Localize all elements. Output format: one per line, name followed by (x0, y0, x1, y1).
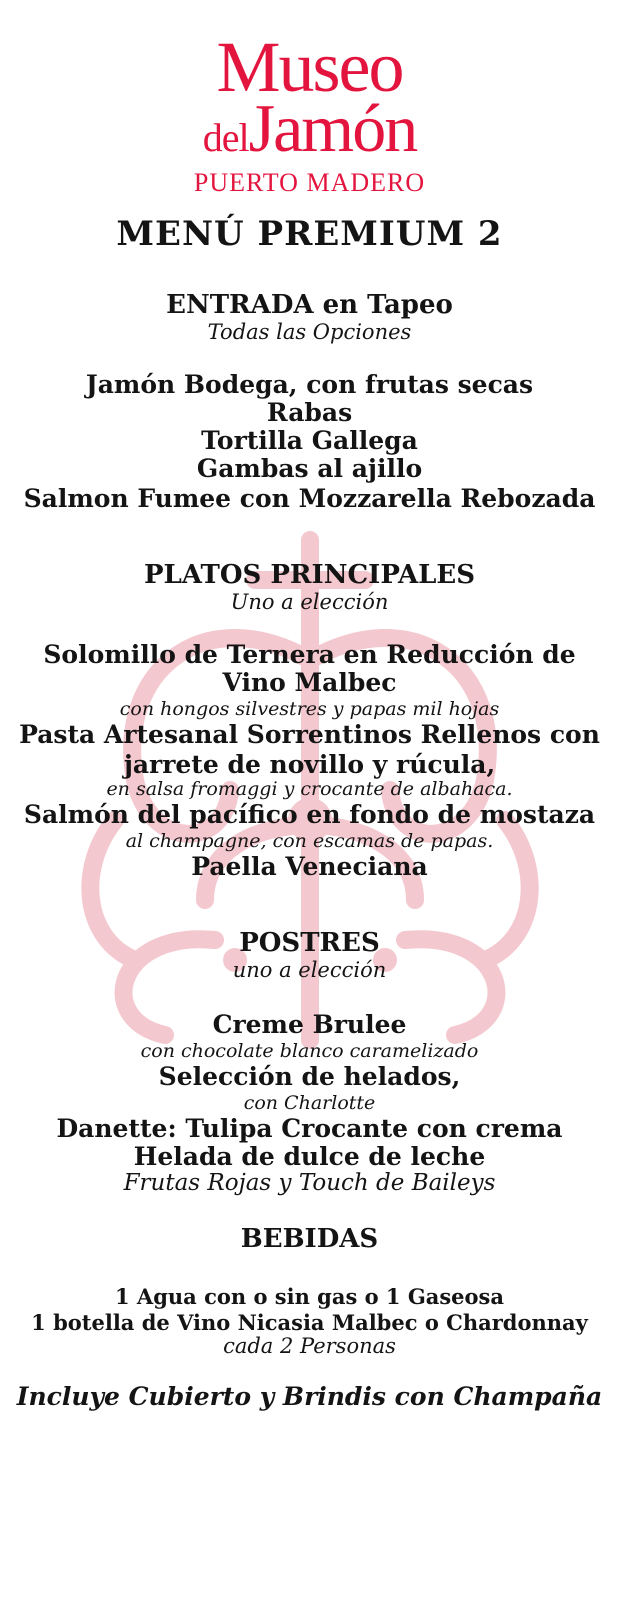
entrada-item: Rabas (266, 398, 353, 427)
platos-heading: PLATOS PRINCIPALES (143, 560, 476, 590)
logo-line-del-jamon (0, 90, 619, 168)
entrada-item: Salmon Fumee con Mozzarella Rebozada (23, 484, 596, 513)
included-note: Incluye Cubierto y Brindis con Champaña (16, 1382, 603, 1411)
postres-subtitle: uno a elección (232, 958, 387, 982)
logo-jamon: Jamón (248, 90, 417, 166)
entrada-item: Jamón Bodega, con frutas secas (85, 370, 534, 399)
entrada-subtitle: Todas las Opciones (207, 320, 412, 344)
postres-item: Danette: Tulipa Crocante con crema (56, 1114, 563, 1143)
postres-item: Helada de dulce de leche (133, 1142, 486, 1171)
platos-subtitle: Uno a elección (230, 590, 389, 614)
bebidas-line: 1 Agua con o sin gas o 1 Gaseosa (115, 1284, 504, 1309)
bebidas-heading: BEBIDAS (240, 1224, 379, 1254)
platos-item-description: con hongos silvestres y papas mil hojas (119, 698, 500, 720)
entrada-item: Gambas al ajillo (196, 454, 423, 483)
platos-item: jarrete de novillo y rúcula, (123, 750, 496, 779)
platos-item: Paella Veneciana (191, 852, 428, 881)
logo-del: del (202, 115, 249, 160)
platos-item-description: en salsa fromaggi y crocante de albahaca. (106, 778, 513, 800)
brand-logo (0, 27, 619, 198)
platos-item-description: al champagne, con escamas de papas. (125, 830, 494, 852)
postres-item: Creme Brulee (212, 1010, 407, 1039)
logo-line-puerto-madero: PUERTO MADERO (193, 168, 426, 197)
entrada-item: Tortilla Gallega (201, 426, 418, 455)
platos-item: Pasta Artesanal Sorrentinos Rellenos con (19, 720, 600, 749)
platos-item: Solomillo de Ternera en Reducción de (43, 640, 576, 669)
entrada-heading: ENTRADA en Tapeo (166, 290, 453, 320)
bebidas-note: cada 2 Personas (223, 1334, 396, 1358)
postres-item: Selección de helados, (158, 1062, 461, 1091)
logo-line-museo: Museo (216, 27, 403, 107)
postres-heading: POSTRES (239, 928, 380, 958)
platos-item: Vino Malbec (222, 668, 397, 697)
postres-item-description: con Charlotte (243, 1092, 376, 1114)
bebidas-line: 1 botella de Vino Nicasia Malbec o Chardonnay (31, 1310, 588, 1335)
platos-item: Salmón del pacífico en fondo de mostaza (23, 800, 596, 829)
postres-item-description: Frutas Rojas y Touch de Baileys (123, 1170, 496, 1196)
postres-item-description: con chocolate blanco caramelizado (140, 1040, 479, 1062)
menu-title: MENÚ PREMIUM 2 (116, 214, 503, 254)
